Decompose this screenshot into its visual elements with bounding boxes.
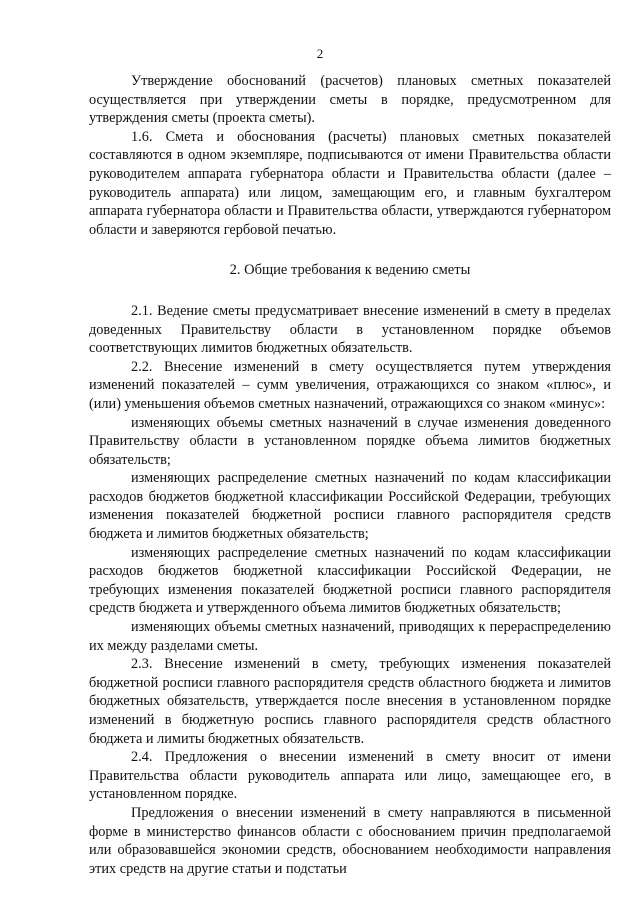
paragraph: 2.3. Внесение изменений в смету, требующих изменения показателей бюджетной росписи главного распорядителя средств областного бюджета и лимитов бюджетных обязательств, утверждается после внесения в установленном порядке изменений в бюджетную роспись главного распорядителя средств областного бюджета и лимиты бюджетных обязательств. bbox=[89, 656, 611, 747]
paragraph: 1.6. Смета и обоснования (расчеты) плановых сметных показателей составляются в одном экземпляре, подписываются от имени Правительства области руководителем аппарата губернатора области и Правительства области (далее – руководитель аппарата) или лицом, замещающим его, и главным бухгалтером аппарата губернатора области и Правительства области, утверждаются губернатором области и заверяются гербовой печатью. bbox=[89, 128, 611, 238]
list-item: изменяющих объемы сметных назначений в случае изменения доведенного Правительству области в установленном порядке объема лимитов бюджетных обязательств; bbox=[89, 414, 611, 468]
paragraph: Предложения о внесении изменений в смету направляются в письменной форме в министерство финансов области с обоснованием причин предполагаемой или образовавшейся экономии средств, обоснованием необходимости направления этих средств на другие статьи и подстатьи bbox=[89, 804, 611, 877]
page-number: 2 bbox=[316, 46, 324, 61]
document-body bbox=[89, 72, 611, 878]
paragraph: 2.1. Ведение сметы предусматривает внесение изменений в смету в пределах доведенных Правительству области в установленном порядке объемов соответствующих лимитов бюджетных обязательств. bbox=[89, 302, 611, 357]
section-heading: 2. Общие требования к ведению сметы bbox=[229, 262, 471, 279]
paragraph: Утверждение обоснований (расчетов) плановых сметных показателей осуществляется при утверждении сметы в порядке, предусмотренном для утверждения сметы (проекта сметы). bbox=[89, 73, 611, 127]
list-item: изменяющих объемы сметных назначений, приводящих к перераспределению их между разделами сметы. bbox=[89, 619, 611, 654]
list-item: изменяющих распределение сметных назначений по кодам классификации расходов бюджетов бюджетной классификации Российской Федерации, требующих изменения показателей бюджетной росписи главного распорядителя средств бюджета и лимитов бюджетных обязательств; bbox=[89, 470, 611, 543]
paragraph: 2.4. Предложения о внесении изменений в смету вносит от имени Правительства области руководитель аппарата или лицо, замещающее его, в установленном порядке. bbox=[89, 749, 611, 803]
paragraph: 2.2. Внесение изменений в смету осуществляется путем утверждения изменений показателей – сумм увеличения, отражающихся со знаком «плюс», и (или) уменьшения объемов сметных назначений, отражающихся со знаком «минус»: bbox=[89, 358, 611, 412]
list-item: изменяющих распределение сметных назначений по кодам классификации расходов бюджетов бюджетной классификации Российской Федерации, не требующих изменения показателей бюджетной росписи главного распорядителя средств бюджета и утвержденного объема лимитов бюджетных обязательств; bbox=[89, 544, 611, 617]
